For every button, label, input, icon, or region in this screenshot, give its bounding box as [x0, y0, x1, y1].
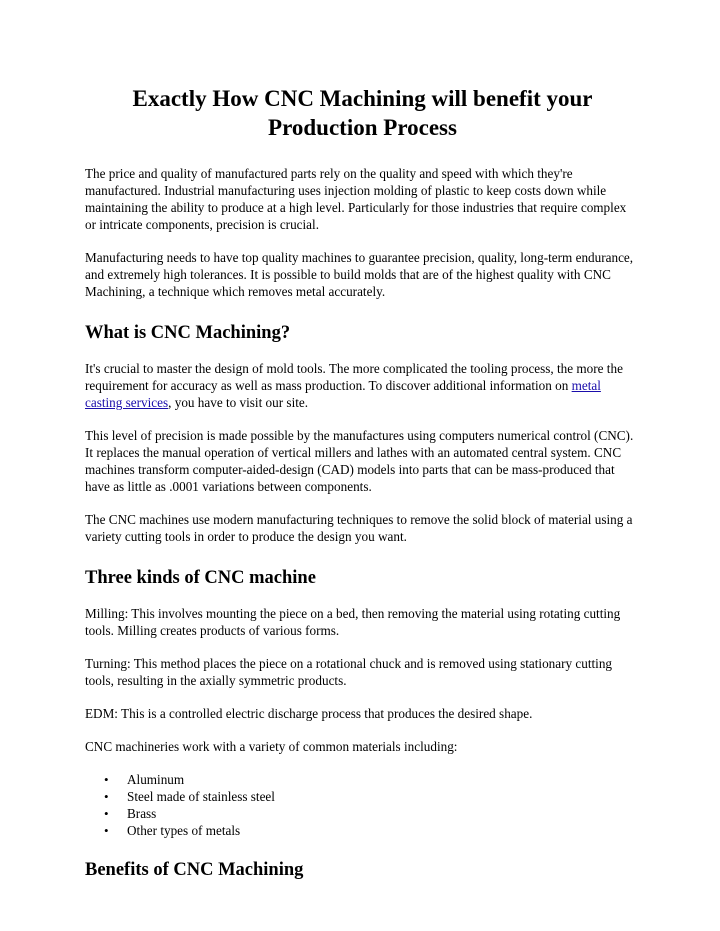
bullet-icon: • — [104, 823, 109, 838]
section1-p1-text-after: , you have to visit our site. — [168, 395, 309, 410]
list-item — [85, 771, 640, 788]
list-item — [85, 788, 640, 805]
list-item-label: Brass — [127, 806, 157, 821]
list-item-label: Other types of metals — [127, 823, 241, 838]
list-item-label: Aluminum — [127, 772, 185, 787]
intro-paragraph-2: Manufacturing needs to have top quality machines to guarantee precision, quality, long-term endurance, and extremely high tolerances. It is possible to build molds that are of the highest quality with CNC Machining, a technique which removes metal accurately. — [85, 250, 634, 299]
metal-casting-services-link[interactable]: metal casting services — [85, 378, 601, 410]
document-page — [85, 84, 640, 897]
bullet-icon: • — [104, 806, 109, 821]
list-item-label: Steel made of stainless steel — [127, 789, 275, 804]
materials-intro-paragraph: CNC machineries work with a variety of common materials including: — [85, 739, 458, 754]
section1-p1-text-before: It's crucial to master the design of mold tools. The more complicated the tooling process, the more the requirement for accuracy as well as mass production. To discover additional information on — [85, 361, 623, 393]
section1-paragraph-2: This level of precision is made possible by the manufactures using computers numerical control (CNC). It replaces the manual operation of vertical millers and lathes with an automated central system. CNC machines transform computer-aided-design (CAD) models into parts that can be mass-produced that have as little as .0001 variations between components. — [85, 428, 634, 494]
bullet-icon: • — [104, 789, 109, 804]
turning-paragraph: Turning: This method places the piece on a rotational chuck and is removed using stationary cutting tools, resulting in the axially symmetric products. — [85, 656, 613, 688]
materials-list — [85, 771, 640, 839]
section1-paragraph-1 — [85, 360, 640, 411]
bullet-icon: • — [104, 772, 109, 787]
edm-paragraph: EDM: This is a controlled electric discharge process that produces the desired shape. — [85, 706, 533, 721]
section-heading-three-kinds: Three kinds of CNC machine — [85, 568, 316, 588]
list-item — [85, 822, 640, 839]
milling-paragraph: Milling: This involves mounting the piece on a bed, then removing the material using rotating cutting tools. Milling creates products of various forms. — [85, 606, 621, 638]
page-title: Exactly How CNC Machining will benefit your Production Process — [132, 86, 593, 140]
section-heading-what-is-cnc: What is CNC Machining? — [85, 323, 291, 343]
list-item — [85, 805, 640, 822]
section1-paragraph-3: The CNC machines use modern manufacturing techniques to remove the solid block of material using a variety cutting tools in order to produce the design you want. — [85, 512, 633, 544]
intro-paragraph-1: The price and quality of manufactured parts rely on the quality and speed with which they're manufactured. Industrial manufacturing uses injection molding of plastic to keep costs down while maintaining the ability to produce at a high level. Particularly for those industries that require complex or intricate components, precision is crucial. — [85, 166, 627, 232]
section-heading-benefits: Benefits of CNC Machining — [85, 860, 304, 880]
